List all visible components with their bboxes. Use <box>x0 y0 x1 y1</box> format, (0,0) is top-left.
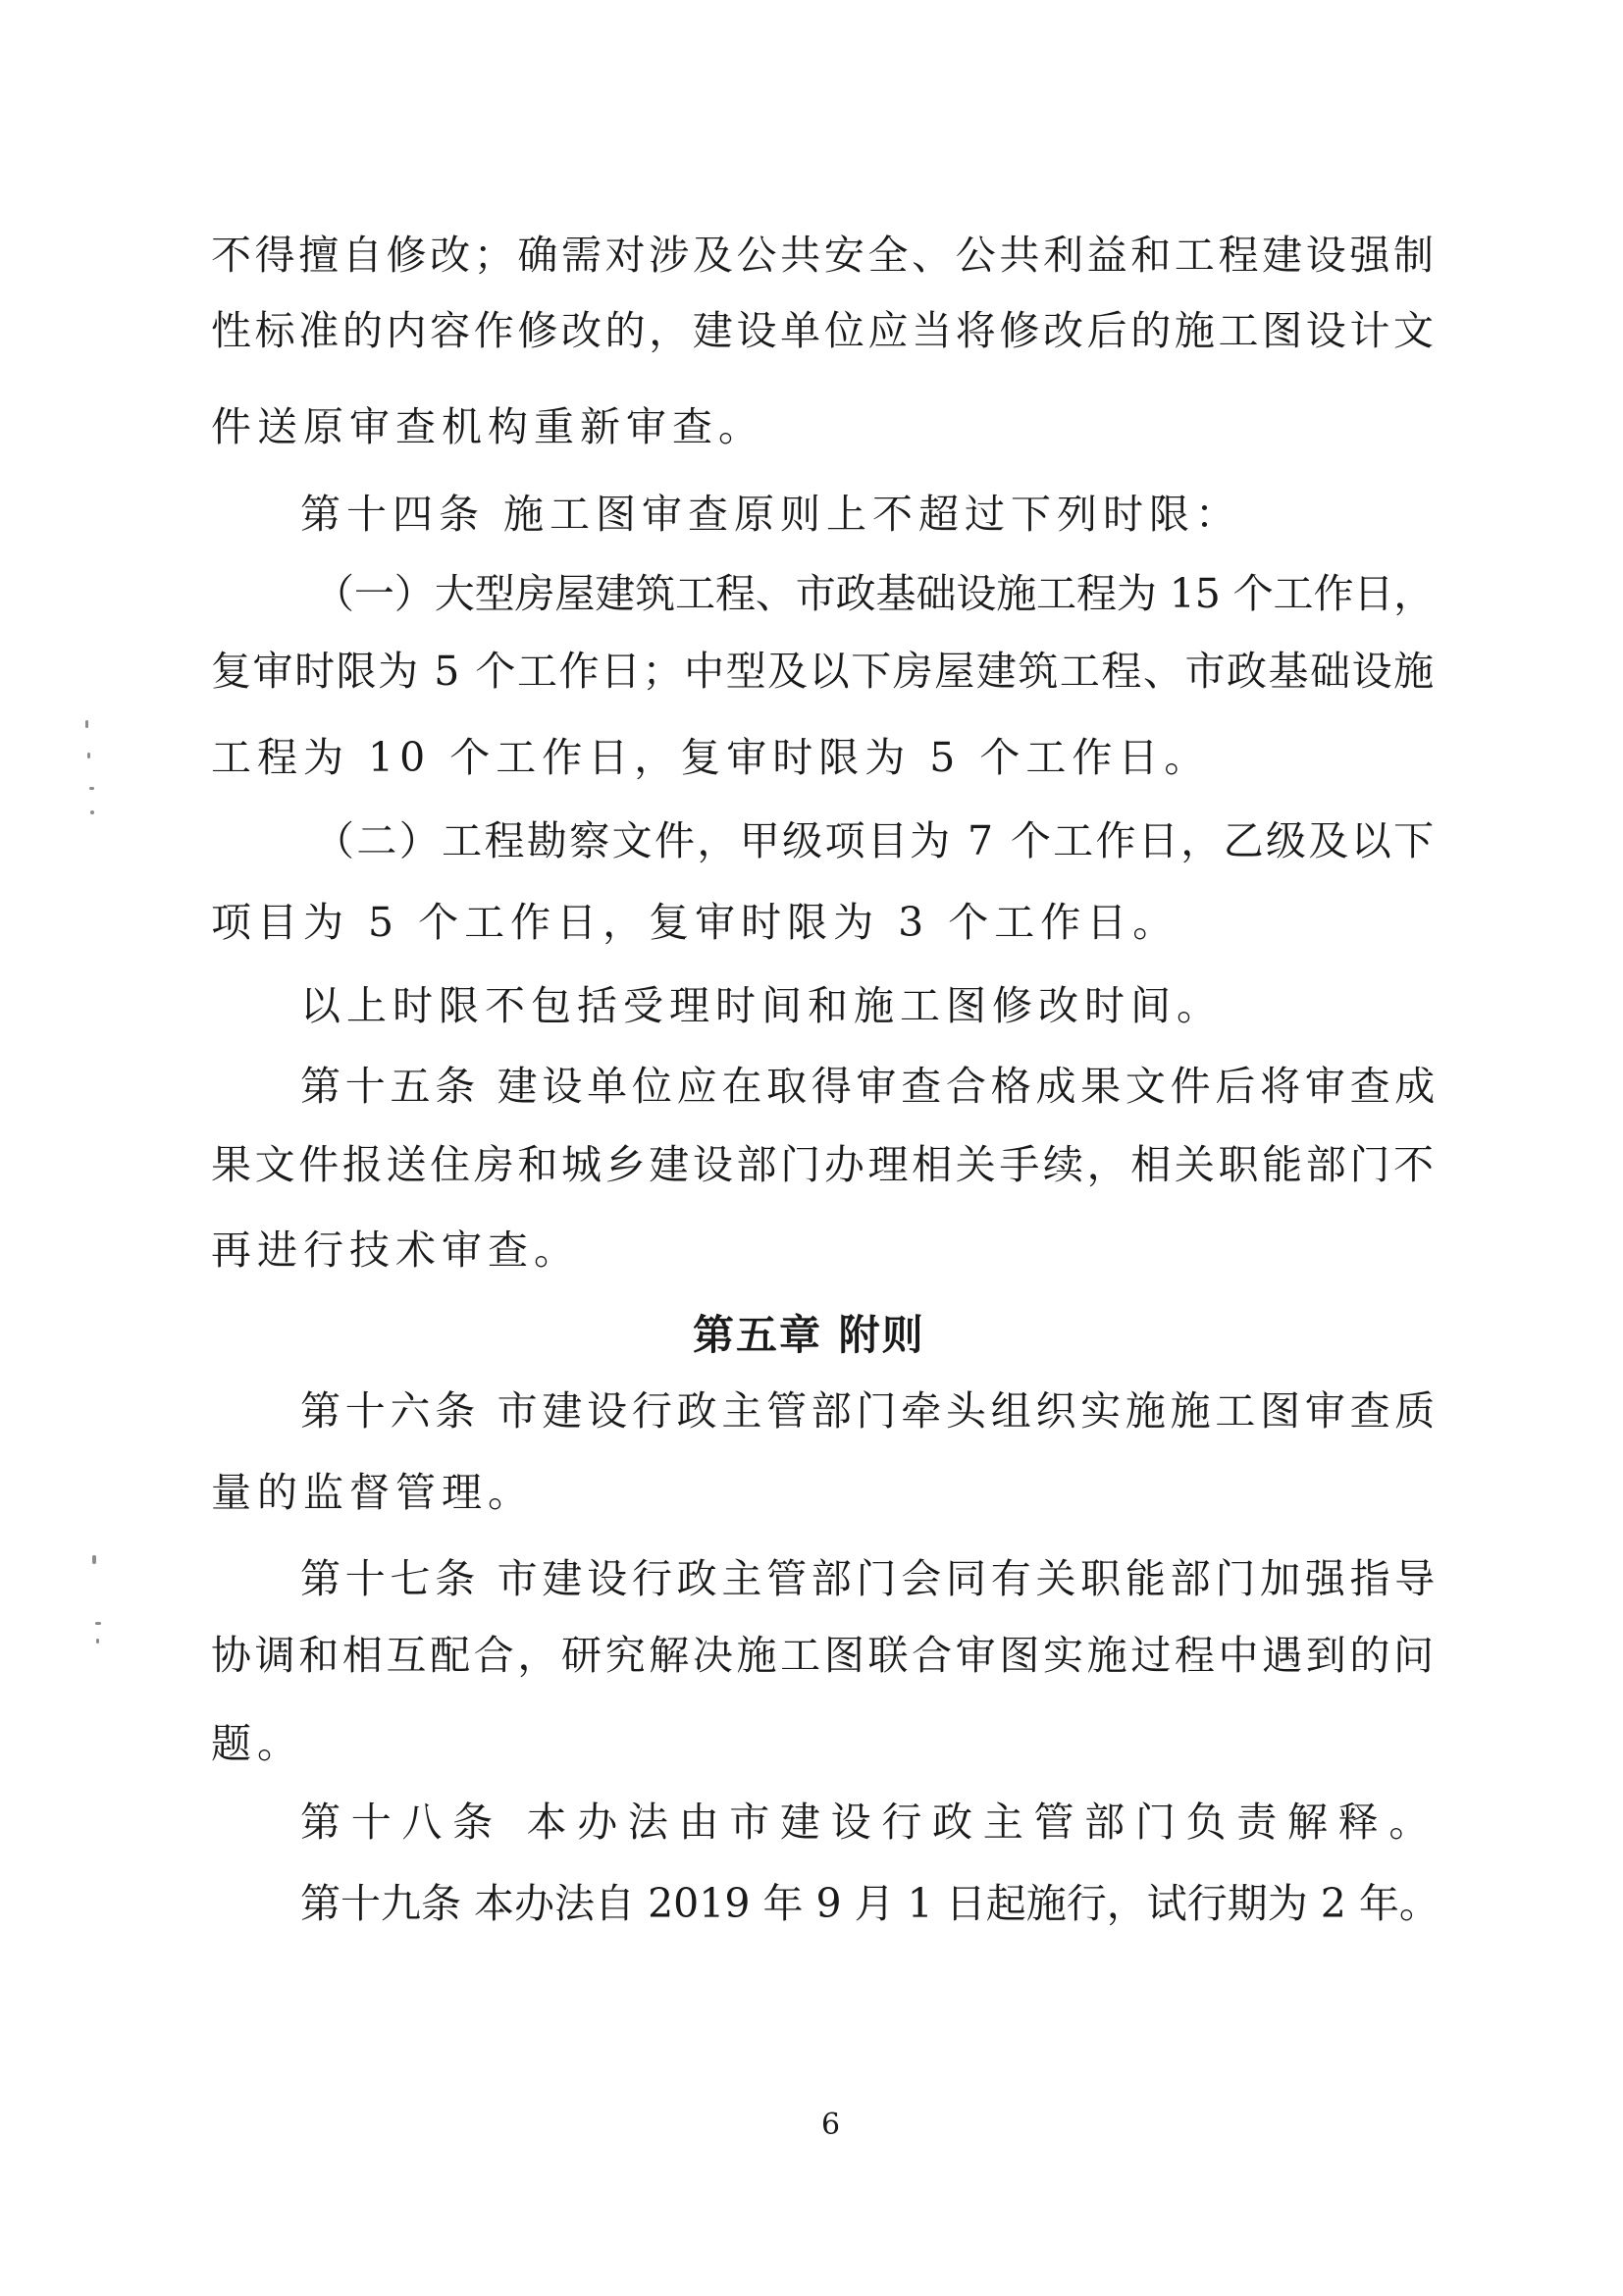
scan-mark <box>90 810 94 814</box>
article-14-line: 第十四条 施工图审查原则上不超过下列时限： <box>300 491 1242 538</box>
paragraph-line: 件送原审查机构重新审查。 <box>211 403 764 450</box>
paragraph-line: 再进行技术审查。 <box>211 1226 580 1274</box>
paragraph-line: 项目为 5 个工作日，复审时限为 3 个工作日。 <box>211 899 1179 946</box>
paragraph-line: 性标准的内容作修改的，建设单位应当将修改后的施工图设计文 <box>211 307 1438 354</box>
article-14-item-1-line: （一）大型房屋建筑工程、市政基础设施工程为 15 个工作日， <box>314 570 1435 617</box>
article-18-line: 第十八条 本办法由市建设行政主管部门负责解释。 <box>300 1799 1440 1846</box>
article-16-line: 第十六条 市建设行政主管部门牵头组织实施施工图审查质 <box>300 1387 1440 1435</box>
scan-mark <box>87 753 90 758</box>
article-19-line: 第十九条 本办法自 2019 年 9 月 1 日起施行，试行期为 2 年。 <box>300 1880 1440 1927</box>
paragraph-line: 不得擅自修改；确需对涉及公共安全、公共利益和工程建设强制 <box>211 232 1438 279</box>
paragraph-line: 果文件报送住房和城乡建设部门办理相关手续，相关职能部门不 <box>211 1141 1438 1188</box>
scan-mark <box>95 1622 101 1625</box>
scan-mark <box>92 1555 96 1564</box>
article-17-line: 第十七条 市建设行政主管部门会同有关职能部门加强指导 <box>300 1555 1440 1602</box>
scan-mark <box>85 720 88 728</box>
paragraph-line: 工程为 10 个工作日，复审时限为 5 个工作日。 <box>211 734 1211 781</box>
paragraph-line: 协调和相互配合，研究解决施工图联合审图实施过程中遇到的问 <box>211 1632 1438 1679</box>
page-number: 6 <box>821 2108 841 2142</box>
paragraph-line: 量的监督管理。 <box>211 1469 534 1516</box>
scan-mark <box>96 1639 99 1644</box>
paragraph-line: 以上时限不包括受理时间和施工图修改时间。 <box>300 982 1223 1029</box>
paragraph-line: 题。 <box>211 1720 303 1767</box>
scan-mark <box>89 787 94 790</box>
chapter-heading: 第五章 附则 <box>693 1311 925 1359</box>
article-14-item-2-line: （二）工程勘察文件，甲级项目为 7 个工作日，乙级及以下 <box>314 817 1437 864</box>
article-15-line: 第十五条 建设单位应在取得审查合格成果文件后将审查成 <box>300 1063 1440 1110</box>
paragraph-line: 复审时限为 5 个工作日；中型及以下房屋建筑工程、市政基础设施 <box>211 648 1436 695</box>
